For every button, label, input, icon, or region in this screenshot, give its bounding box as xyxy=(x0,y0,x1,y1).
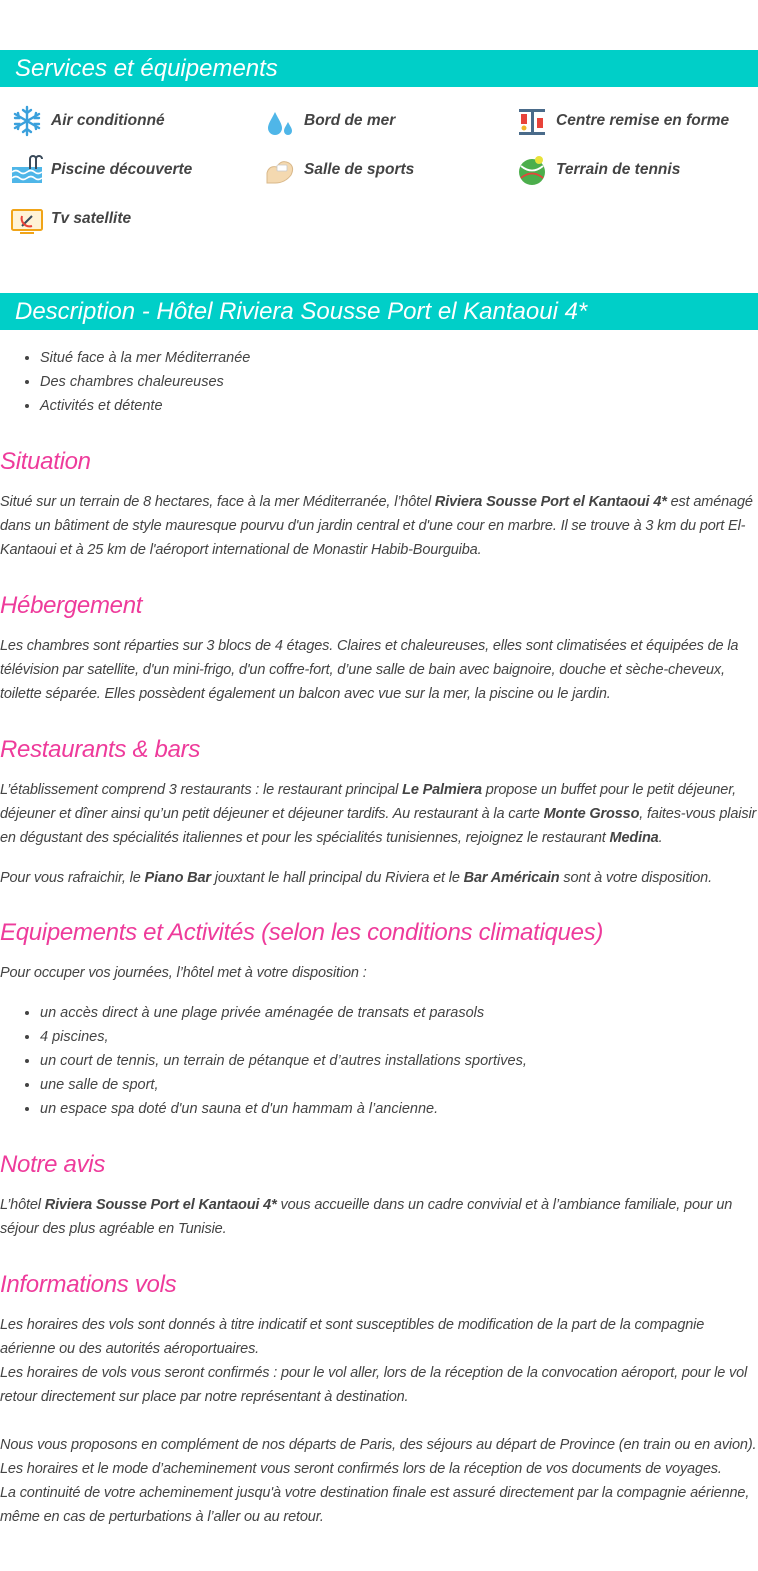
list-item: • 4 piscines, xyxy=(40,1025,527,1049)
situation-heading: Situation xyxy=(0,448,91,475)
list-item: • un espace spa doté d'un sauna et d'un hammam à l’ancienne. xyxy=(40,1097,527,1121)
service-tv-satellite xyxy=(10,202,131,236)
service-label: Bord de mer xyxy=(304,112,396,129)
muscle-arm-icon xyxy=(263,153,297,187)
service-label: Piscine découverte xyxy=(51,161,193,178)
service-centre-remise-en-forme xyxy=(515,104,729,138)
vols-heading: Informations vols xyxy=(0,1271,177,1298)
satellite-tv-icon xyxy=(10,202,44,236)
service-label: Salle de sports xyxy=(304,161,415,178)
services-title: Services et équipements xyxy=(0,50,758,87)
service-bord-de-mer xyxy=(263,104,395,138)
service-salle-de-sports xyxy=(263,153,414,187)
restaurants-heading: Restaurants & bars xyxy=(0,736,201,763)
tennis-ball-icon xyxy=(515,153,549,187)
list-item: • une salle de sport, xyxy=(40,1073,527,1097)
water-drops-icon xyxy=(263,104,297,138)
vols-text: Les horaires des vols sont donnés à titre indicatif et sont susceptibles de modification de la part de la compagnie aérienne ou des autorités aéroportuaires. Les horaires de vols vous seront confirmés : pour le vol aller, lors de la réception de la convocation aéroport, pour le vol retour directement sur place par notre représentant à destination. Nous vous proposons en complément de nos départs de Paris, des séjours au départ de Province (en train ou en avion). Les horaires et le mode d’acheminement vous seront confirmés lors de la réception de vos documents de voyages. La continuité de votre acheminement jusqu'à votre destination finale est assuré directement par la compagnie aérienne, même en cas de perturbations à l’aller ou au retour. xyxy=(0,1317,757,1525)
service-label: Air conditionné xyxy=(51,112,165,129)
avis-heading: Notre avis xyxy=(0,1151,106,1178)
list-item: • Des chambres chaleureuses xyxy=(40,370,250,394)
list-item: • un court de tennis, un terrain de pétanque et d’autres installations sportives, xyxy=(40,1049,527,1073)
service-piscine-decouverte xyxy=(10,153,192,187)
situation-text: Situé sur un terrain de 8 hectares, face à la mer Méditerranée, l’hôtel Riviera Sousse Port el Kantaoui 4* est aménagé dans un bâtiment de style mauresque pourvu d'un jardin central et d'une cour en marbre. Il se trouve à 3 km du port El-Kantaoui et à 25 km de l'aéroport international de Monastir Habib-Bourguiba. xyxy=(0,494,753,558)
hotel-name: Riviera Sousse Port el Kantaoui 4* xyxy=(434,494,667,510)
list-item: • Activités et détente xyxy=(40,394,250,418)
equipements-intro: Pour occuper vos journées, l’hôtel met à votre disposition : xyxy=(0,965,367,981)
service-air-conditionne xyxy=(10,104,165,138)
avis-text: L’hôtel Riviera Sousse Port el Kantaoui 4* vous accueille dans un cadre convivial et à l’ambiance familiale, pour un séjour des plus agréable en Tunisie. xyxy=(0,1197,733,1237)
equipements-heading: Equipements et Activités (selon les conditions climatiques) xyxy=(0,919,604,946)
restaurants-text: L’établissement comprend 3 restaurants : le restaurant principal Le Palmiera propose un buffet pour le petit déjeuner, déjeuner et dîner ainsi qu’un petit déjeuner et déjeuner tardifs. Au restaurant à la carte Monte Grosso, faites-vous plaisir en dégustant des spécialités italiennes et pour les spécialités tunisiennes, rejoignez le restaurant Medina. xyxy=(0,782,757,846)
service-terrain-de-tennis xyxy=(515,153,680,187)
service-label: Centre remise en forme xyxy=(556,112,730,129)
hebergement-text: Les chambres sont réparties sur 3 blocs de 4 étages. Claires et chaleureuses, elles sont climatisées et équipées de la télévision par satellite, d'un mini-frigo, d'un coffre-fort, d’une salle de bain avec baignoire, douche et sèche-cheveux, toilette séparée. Elles possèdent également un balcon avec vue sur la mer, la piscine ou le jardin. xyxy=(0,638,739,702)
hebergement-heading: Hébergement xyxy=(0,592,143,619)
highlights-list xyxy=(22,346,250,418)
list-item: • un accès direct à une plage privée aménagée de transats et parasols xyxy=(40,1001,527,1025)
snowflake-icon xyxy=(10,104,44,138)
service-label: Terrain de tennis xyxy=(556,161,681,178)
fitness-center-icon xyxy=(515,104,549,138)
list-item: • Situé face à la mer Méditerranée xyxy=(40,346,250,370)
description-title: Description - Hôtel Riviera Sousse Port el Kantaoui 4* xyxy=(0,293,758,330)
bars-text: Pour vous rafraichir, le Piano Bar jouxtant le hall principal du Riviera et le Bar Américain sont à votre disposition. xyxy=(0,870,712,886)
service-label: Tv satellite xyxy=(51,210,132,227)
equipements-list xyxy=(22,1001,527,1121)
swimming-pool-icon xyxy=(10,153,44,187)
